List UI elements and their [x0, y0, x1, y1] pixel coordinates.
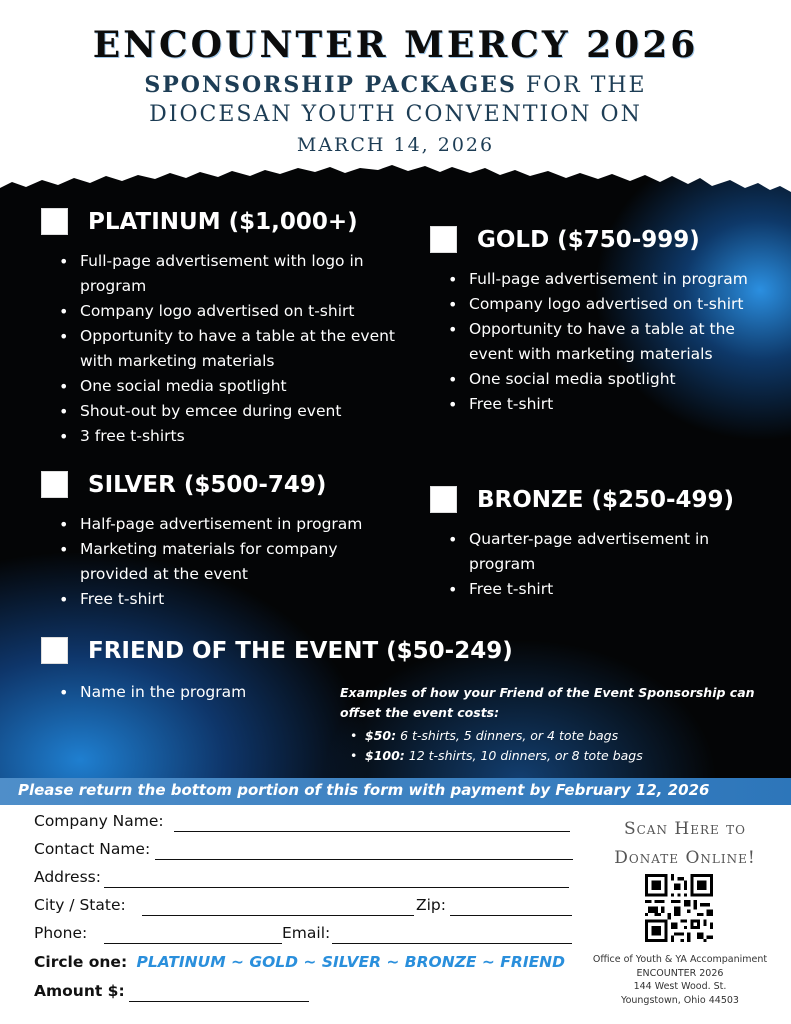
- torn-edge: [0, 160, 791, 198]
- list-item: • Name in the program: [59, 680, 561, 705]
- return-banner-text: Please return the bottom portion of this form with payment by February 12, 2026: [18, 781, 710, 799]
- company-row: [34, 812, 164, 836]
- list-item: • Half-page advertisement in program: [59, 512, 411, 537]
- list-item: • Full-page advertisement with logo in: [59, 249, 411, 274]
- tier-silver: [41, 471, 411, 612]
- list-item: • 3 free t-shirts: [59, 424, 411, 449]
- email-label: Email:: [282, 924, 331, 942]
- list-item: • Free t-shirt: [448, 392, 770, 417]
- list-item: • Shout-out by emcee during event: [59, 399, 411, 424]
- list-item: • Opportunity to have a table at the event: [59, 324, 411, 349]
- list-item: • Company logo advertised on t-shirt: [59, 299, 411, 324]
- sponsorship-panel: [0, 160, 791, 778]
- gold-benefits: [448, 267, 770, 417]
- office-line-3: 144 West Wood. St.: [633, 981, 727, 992]
- friend-examples: [340, 683, 760, 766]
- subtitle-line-1: [0, 72, 791, 98]
- event-date: MARCH 14, 2026: [296, 134, 495, 156]
- page-title: ENCOUNTER MERCY 2026: [92, 24, 699, 66]
- circle-label: Circle one:: [34, 953, 128, 971]
- contact-row: [34, 840, 150, 864]
- tier-name: FRIEND OF THE EVENT ($50-249): [88, 637, 513, 664]
- examples-title-1: Examples of how your Friend of the Event Sponsorship can: [340, 685, 755, 700]
- amount-field[interactable]: [129, 984, 309, 1002]
- list-item: • Free t-shirt: [59, 587, 411, 612]
- circle-row: [34, 953, 565, 977]
- zip-field[interactable]: [450, 898, 572, 916]
- office-line-1: Office of Youth & YA Accompaniment: [592, 954, 768, 965]
- phone-row: [34, 924, 87, 948]
- office-line-2: ENCOUNTER 2026: [636, 967, 724, 979]
- amount-row: [34, 982, 125, 1006]
- phone-label: Phone:: [34, 924, 88, 942]
- office-line-4: Youngstown, Ohio 44503: [621, 994, 739, 1006]
- list-item-continued: event with marketing materials: [469, 345, 713, 363]
- tier-name: PLATINUM ($1,000+): [88, 208, 358, 235]
- bronze-benefits: [448, 527, 770, 602]
- tier-name: BRONZE ($250-499): [477, 486, 735, 513]
- subtitle-bold: SPONSORSHIP PACKAGES: [144, 72, 517, 98]
- email-row: [282, 924, 330, 948]
- email-field[interactable]: [332, 926, 572, 944]
- list-item-continued: with marketing materials: [80, 352, 275, 370]
- zip-row: [416, 896, 446, 920]
- address-field[interactable]: [104, 870, 569, 888]
- example-item: [350, 746, 760, 766]
- subtitle-rest: FOR THE: [516, 73, 647, 98]
- example-amount: $50:: [365, 728, 397, 743]
- bronze-checkbox[interactable]: [430, 486, 457, 513]
- list-item: • Marketing materials for company: [59, 537, 411, 562]
- scan-line-1: Scan Here to: [623, 819, 747, 839]
- scan-to-donate: [585, 815, 785, 873]
- silver-benefits: [59, 512, 411, 612]
- city-state-field[interactable]: [142, 898, 414, 916]
- circle-options[interactable]: PLATINUM ~ GOLD ~ SILVER ~ BRONZE ~ FRIEND: [136, 953, 566, 971]
- company-label: Company Name:: [34, 812, 164, 830]
- tier-name: SILVER ($500-749): [88, 471, 327, 498]
- office-address: [580, 953, 780, 1007]
- example-amount: $100:: [365, 748, 405, 763]
- gold-checkbox[interactable]: [430, 226, 457, 253]
- example-item: [350, 726, 760, 746]
- list-item: • Full-page advertisement in program: [448, 267, 770, 292]
- list-item-continued: program: [80, 277, 147, 295]
- list-item: • One social media spotlight: [59, 374, 411, 399]
- examples-title-2: offset the event costs:: [340, 705, 500, 720]
- list-item: • One social media spotlight: [448, 367, 770, 392]
- example-text: 12 t-shirts, 10 dinners, or 8 tote bags: [404, 748, 643, 763]
- example-text: 6 t-shirts, 5 dinners, or 4 tote bags: [396, 728, 619, 743]
- list-item-continued: program: [469, 555, 536, 573]
- zip-label: Zip:: [416, 896, 446, 914]
- silver-checkbox[interactable]: [41, 471, 68, 498]
- address-row: [34, 868, 101, 892]
- list-item-continued: provided at the event: [80, 565, 248, 583]
- amount-label: Amount $:: [34, 982, 125, 1000]
- contact-label: Contact Name:: [34, 840, 151, 858]
- city-state-row: [34, 896, 126, 920]
- tier-gold: [430, 226, 770, 417]
- tier-bronze: [430, 486, 770, 602]
- subtitle-line-2: DIOCESAN YOUTH CONVENTION ON: [149, 102, 642, 127]
- qr-code-icon[interactable]: [645, 874, 713, 942]
- address-label: Address:: [34, 868, 101, 886]
- city-state-label: City / State:: [34, 896, 126, 914]
- platinum-checkbox[interactable]: [41, 208, 68, 235]
- company-field[interactable]: [174, 814, 570, 832]
- platinum-benefits: [59, 249, 411, 449]
- tier-platinum: [41, 208, 411, 449]
- list-item: • Free t-shirt: [448, 577, 770, 602]
- tier-name: GOLD ($750-999): [477, 226, 700, 253]
- list-item: • Company logo advertised on t-shirt: [448, 292, 770, 317]
- return-banner: [0, 778, 791, 805]
- phone-field[interactable]: [104, 926, 282, 944]
- contact-field[interactable]: [155, 842, 573, 860]
- friend-checkbox[interactable]: [41, 637, 68, 664]
- scan-line-2: Donate Online!: [614, 848, 756, 868]
- list-item: • Quarter-page advertisement in: [448, 527, 770, 552]
- list-item: • Opportunity to have a table at the: [448, 317, 770, 342]
